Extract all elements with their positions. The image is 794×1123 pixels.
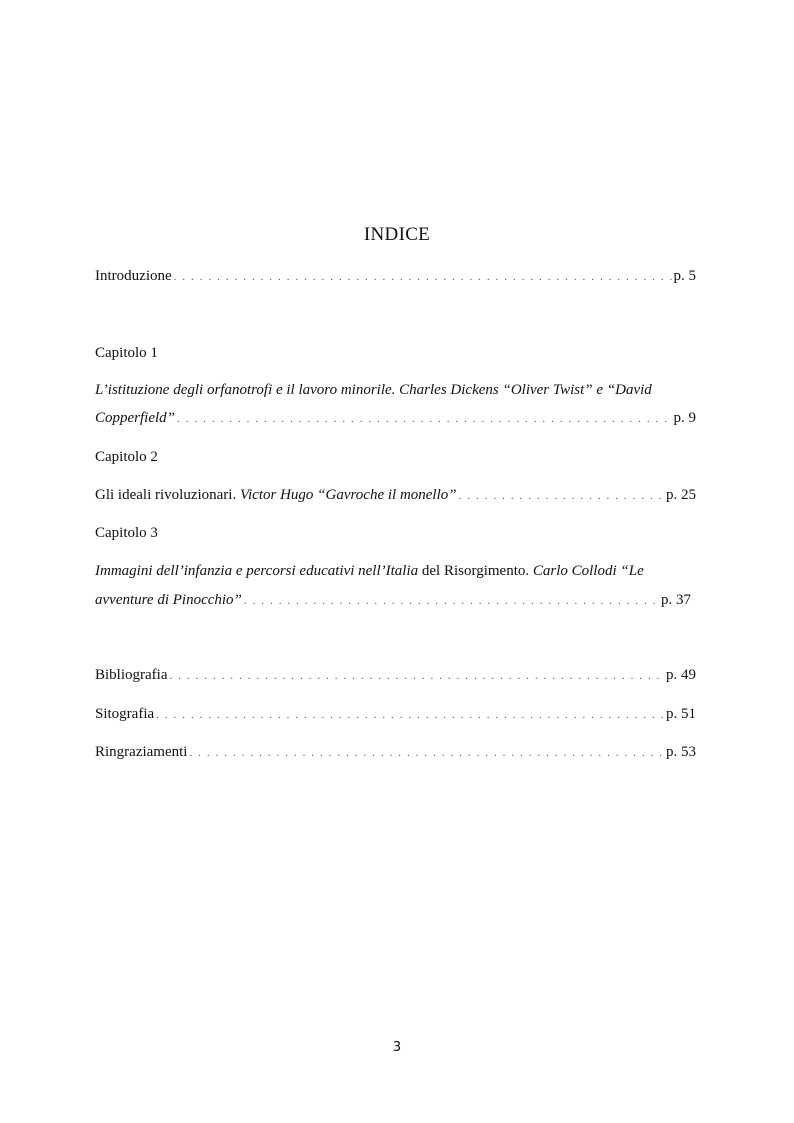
chapter-3-title-italic-a: Immagini dell’infanzia e percorsi educativi nell’Italia bbox=[95, 563, 422, 579]
chapter-3-title-plain: del Risorgimento. bbox=[421, 563, 533, 579]
dot-leader bbox=[244, 590, 659, 612]
dot-leader bbox=[174, 266, 672, 288]
chapter-2-heading: Capitolo 2 bbox=[95, 449, 158, 465]
dot-leader bbox=[189, 742, 664, 764]
chapter-1-title-line-2: Copperfield” bbox=[95, 410, 176, 426]
dot-leader bbox=[156, 704, 664, 726]
toc-entry-acknowledgements[interactable] bbox=[95, 741, 696, 763]
toc-label: Ringraziamenti bbox=[95, 744, 188, 760]
toc-label: Sitografia bbox=[95, 706, 155, 722]
chapter-2-title-plain: Gli ideali rivoluzionari. bbox=[95, 487, 240, 503]
toc-entry-bibliography[interactable] bbox=[95, 664, 696, 686]
toc-entry-chapter-2[interactable] bbox=[95, 484, 696, 506]
chapter-3-title-line-1[interactable] bbox=[95, 560, 644, 582]
chapter-3-heading: Capitolo 3 bbox=[95, 525, 158, 541]
chapter-3-title-italic-b: Carlo Collodi “Le bbox=[532, 563, 644, 579]
dot-leader bbox=[177, 408, 671, 430]
chapter-1-title-line-1[interactable]: L’istituzione degli orfanotrofi e il lavoro minorile. Charles Dickens “Oliver Twist” e “David bbox=[95, 382, 652, 398]
toc-page-ref: p. 9 bbox=[673, 410, 696, 426]
toc-label: Bibliografia bbox=[95, 667, 168, 683]
chapter-2-title-italic: Victor Hugo “Gavroche il monello” bbox=[239, 487, 457, 503]
toc-entry-sitography[interactable] bbox=[95, 703, 696, 725]
toc-page-ref: p. 51 bbox=[666, 706, 696, 722]
toc-page-ref: p. 49 bbox=[666, 667, 696, 683]
toc-page-ref: p. 53 bbox=[666, 744, 696, 760]
toc-label: Introduzione bbox=[95, 268, 172, 284]
page-number: 3 bbox=[392, 1040, 402, 1055]
chapter-1-heading: Capitolo 1 bbox=[95, 345, 158, 361]
toc-page-ref: p. 25 bbox=[666, 487, 696, 503]
dot-leader bbox=[459, 485, 664, 507]
toc-entry-introduction[interactable] bbox=[95, 265, 696, 287]
toc-page-ref: p. 37 bbox=[661, 592, 691, 608]
page-title: INDICE bbox=[363, 224, 431, 245]
toc-page-ref: p. 5 bbox=[673, 268, 696, 284]
toc-entry-chapter-1[interactable] bbox=[95, 407, 696, 429]
chapter-2-title bbox=[95, 484, 457, 506]
toc-entry-chapter-3[interactable] bbox=[95, 589, 691, 611]
chapter-3-title-line-2: avventure di Pinocchio” bbox=[95, 592, 242, 608]
dot-leader bbox=[169, 665, 664, 687]
